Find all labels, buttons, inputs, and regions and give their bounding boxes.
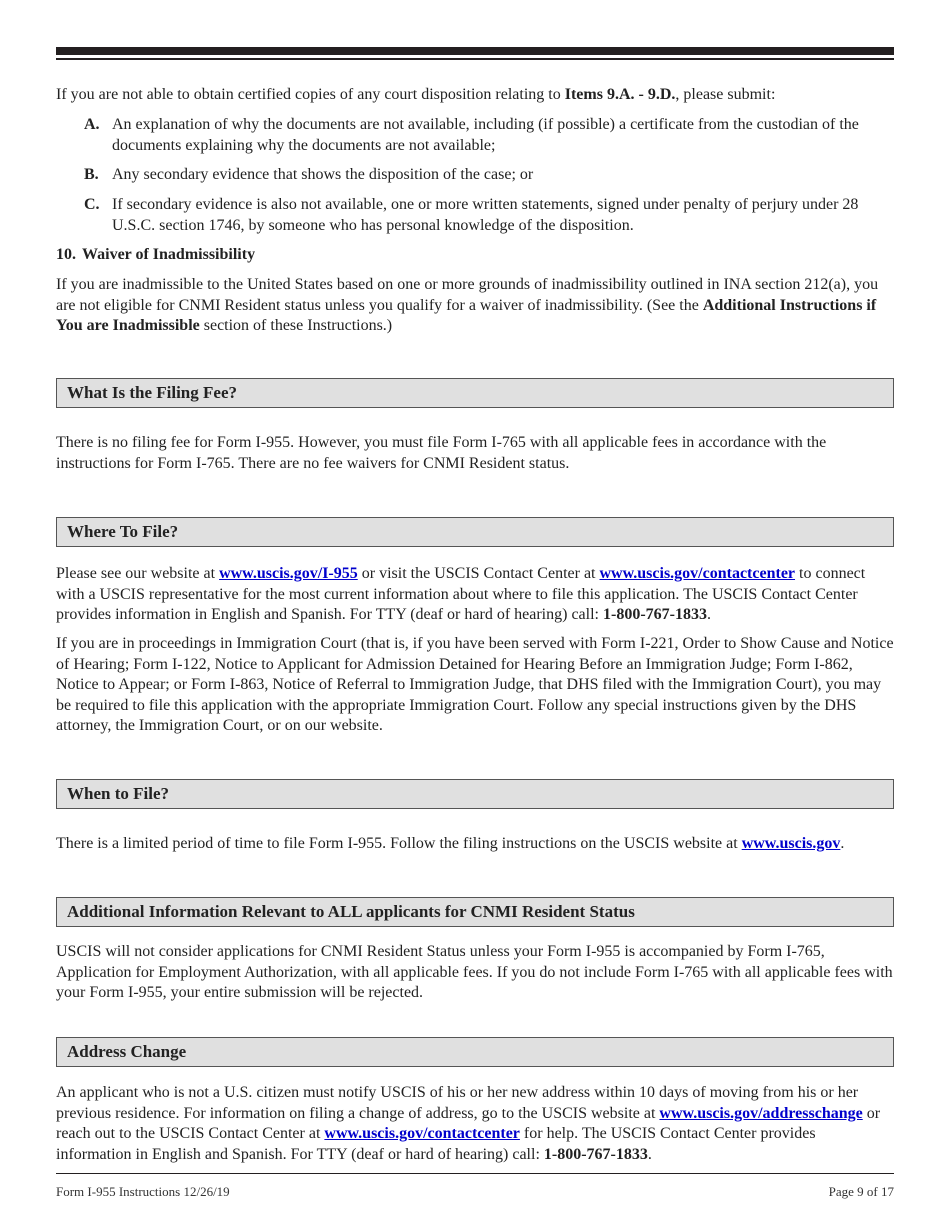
- uscis-website-link[interactable]: www.uscis.gov: [741, 835, 841, 852]
- list-item-b: [84, 165, 894, 186]
- section-heading-additional-info: Additional Information Relevant to ALL applicants for CNMI Resident Status: [56, 897, 894, 927]
- footer-page-number: Page 9 of 17: [828, 1184, 894, 1199]
- section-heading-where-to-file: Where To File?: [56, 517, 894, 547]
- list-text: If secondary evidence is also not available, one or more written statements, signed under penalty of perjury under 28 U.S.C. section 1746, by someone who has personal knowledge of the disposition.: [112, 196, 859, 234]
- list-text: Any secondary evidence that shows the disposition of the case; or: [112, 166, 534, 183]
- footer-rule: [56, 1173, 894, 1174]
- list-letter: A.: [84, 116, 100, 133]
- address-change-link[interactable]: www.uscis.gov/addresschange: [659, 1104, 863, 1122]
- uscis-i955-link[interactable]: www.uscis.gov/I-955: [219, 565, 358, 582]
- list-item-c: [84, 195, 894, 236]
- list-item-a: [84, 115, 894, 156]
- where-paragraph-2: If you are in proceedings in Immigration Court (that is, if you have been served with Form I-221, Order to Show Cause and Notice of Hearing; Form I-122, Notice to Applicant for Admission Detained for Hearing Before an Immigration Judge; Form I-862, Notice to Appear; or Form I-863, Notice of Referral to Immigration Judge, that DHS filed with the Immigration Court), you may be required to file this application with the appropriate Immigration Court. Follow any special instructions given by the DHS attorney, the Immigration Court, or on our website.: [56, 635, 894, 734]
- address-paragraph: An applicant who is not a U.S. citizen must notify USCIS of his or her new address within 10 days of moving from his or her previous residence. For information on filing a change of address, go to the USCIS website at www.uscis.gov/addresschange or reach out to the USCIS Contact Center at www.uscis.gov/contactcenter for help. The USCIS Contact Center provides information in English and Spanish. For TTY (deaf or hard of hearing) call: 1-800-767-1833.: [56, 1084, 881, 1163]
- list-text: An explanation of why the documents are not available, including (if possible) a certificate from the custodian of the documents explaining why the documents are not available;: [112, 116, 859, 154]
- list-letter: B.: [84, 166, 99, 183]
- section-heading-filing-fee: What Is the Filing Fee?: [56, 378, 894, 408]
- intro-paragraph: If you are not able to obtain certified copies of any court disposition relating to Items 9.A. - 9.D., please submit:: [56, 86, 776, 103]
- additional-paragraph: USCIS will not consider applications for CNMI Resident Status unless your Form I-955 is accompanied by Form I-765, Application for Employment Authorization, with all applicable fees. If you do not include Form I-765 with all applicable fees with your Form I-955, your entire submission will be rejected.: [56, 943, 893, 1001]
- header-rule-thick: [56, 47, 894, 55]
- footer-form-id: Form I-955 Instructions 12/26/19: [56, 1184, 230, 1199]
- section-heading-address-change: Address Change: [56, 1037, 894, 1067]
- contact-center-link[interactable]: www.uscis.gov/contactcenter: [324, 1125, 520, 1142]
- where-paragraph-1: Please see our website at www.uscis.gov/I-955 or visit the USCIS Contact Center at www.uscis.gov/contactcenter to connect with a USCIS representative for the most current information about where to file this application. The USCIS Contact Center provides information in English and Spanish. For TTY (deaf or hard of hearing) call: 1-800-767-1833.: [56, 565, 866, 623]
- waiver-heading: 10. Waiver of Inadmissibility: [56, 246, 256, 263]
- section-heading-when-to-file: When to File?: [56, 779, 894, 809]
- contact-center-link[interactable]: www.uscis.gov/contactcenter: [599, 565, 796, 582]
- fee-paragraph: There is no filing fee for Form I-955. However, you must file Form I-765 with all applicable fees in accordance with the instructions for Form I-765. There are no fee waivers for CNMI Resident status.: [56, 434, 827, 472]
- list-letter: C.: [84, 196, 100, 213]
- when-paragraph: There is a limited period of time to file Form I-955. Follow the filing instructions on the USCIS website at www.uscis.gov.: [56, 835, 845, 852]
- waiver-paragraph: If you are inadmissible to the United States based on one or more grounds of inadmissibility outlined in INA section 212(a), you are not eligible for CNMI Resident status unless you qualify for a waiver of inadmissibility. (See the Additional Instructions if You are Inadmissible section of these Instructions.): [56, 276, 879, 334]
- header-rule-thin: [56, 58, 894, 60]
